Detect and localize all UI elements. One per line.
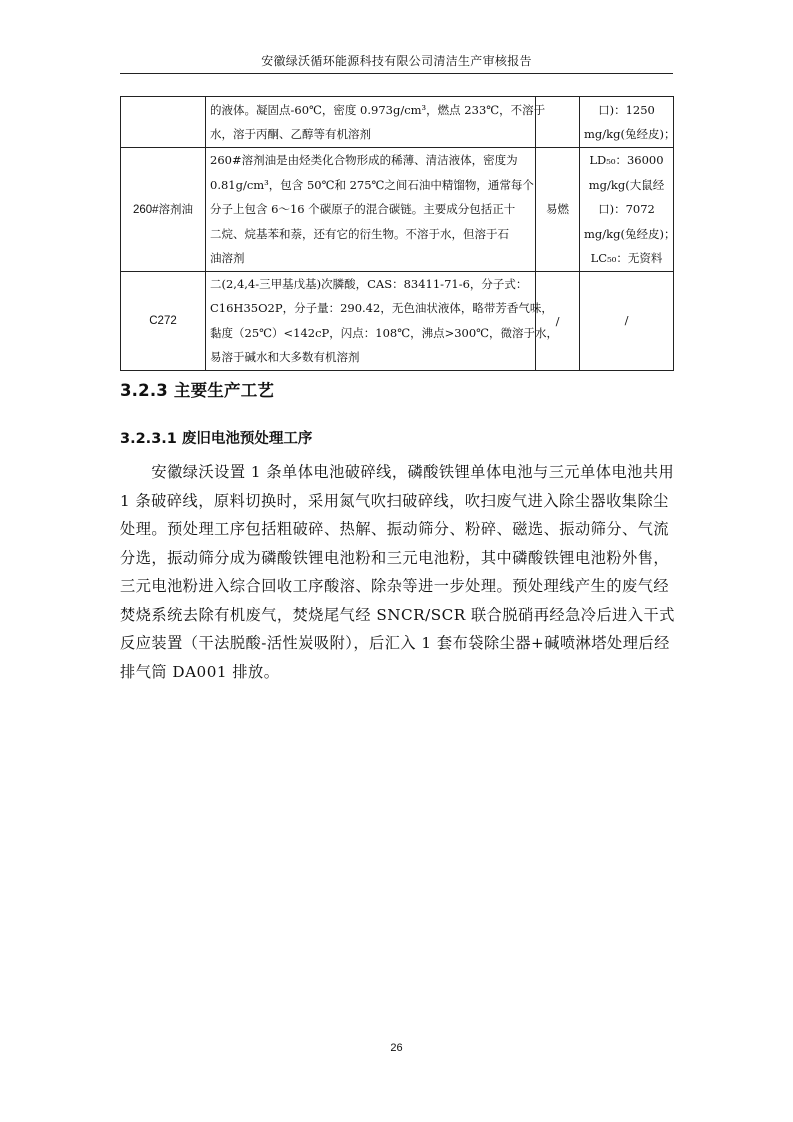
body-paragraph bbox=[120, 458, 680, 686]
toxicity-line: mg/kg(兔经皮)； bbox=[584, 226, 676, 241]
table-cell-hazard: 易燃 bbox=[536, 148, 580, 272]
paragraph-line: 三元电池粉进入综合回收工序酸溶、除杂等进一步处理。预处理线产生的废气经 bbox=[120, 577, 670, 595]
table-cell-description bbox=[206, 271, 559, 370]
description-line: 黏度（25℃）<142cP，闪点：108℃，沸点>300℃，微溶于水， bbox=[210, 325, 559, 340]
table-cell-toxicity bbox=[580, 97, 674, 148]
table-cell-name: C272 bbox=[121, 271, 206, 370]
description-line: 水，溶于丙酮、乙醇等有机溶剂 bbox=[210, 127, 371, 141]
toxicity-line: mg/kg(兔经皮)； bbox=[584, 127, 676, 141]
table-cell-toxicity bbox=[580, 271, 674, 370]
description-line: 二烷、烷基苯和萘，还有它的衍生物。不溶于水，但溶于石 bbox=[210, 226, 509, 241]
table-row bbox=[121, 271, 674, 370]
paragraph-line: 焚烧系统去除有机废气，焚烧尾气经 SNCR/SCR 联合脱硝再经急冷后进入干式 bbox=[120, 605, 675, 624]
page-header-title: 安徽绿沃循环能源科技有限公司清洁生产审核报告 bbox=[261, 54, 532, 68]
paragraph-line: 处理。预处理工序包括粗破碎、热解、振动筛分、粉碎、磁选、振动筛分、气流 bbox=[120, 520, 670, 538]
chemical-properties-table bbox=[120, 96, 674, 371]
description-line: 0.81g/cm³，包含 50℃和 275℃之间石油中精馏物，通常每个 bbox=[210, 177, 534, 192]
paragraph-line: 排气筒 DA001 排放。 bbox=[120, 662, 280, 681]
description-line: 易溶于碱水和大多数有机溶剂 bbox=[210, 350, 360, 364]
toxicity-line: 口)：1250 bbox=[598, 102, 655, 117]
table-cell-description bbox=[206, 148, 536, 272]
description-line: 二(2,4,4-三甲基戊基)次膦酸，CAS：83411-71-6，分子式： bbox=[210, 276, 528, 291]
toxicity-line: / bbox=[624, 313, 629, 328]
description-line: 分子上包含 6～16 个碳原子的混合碳链。主要成分包括正十 bbox=[210, 202, 516, 216]
table-row bbox=[121, 148, 674, 272]
section-heading: 3.2.3 主要生产工艺 bbox=[120, 381, 275, 400]
table-row bbox=[121, 97, 674, 148]
table-cell-toxicity bbox=[580, 148, 674, 272]
paragraph-line: 反应装置（干法脱酸-活性炭吸附），后汇入 1 套布袋除尘器+碱喷淋塔处理后经 bbox=[120, 634, 670, 652]
toxicity-line: mg/kg(大鼠经 bbox=[588, 177, 665, 192]
description-line: 油溶剂 bbox=[210, 251, 245, 265]
toxicity-line: 口)：7072 bbox=[598, 202, 655, 216]
description-line: 的液体。凝固点-60℃，密度 0.973g/cm³，燃点 233℃，不溶于 bbox=[210, 102, 546, 117]
table-cell-description bbox=[206, 97, 546, 148]
page-number: 26 bbox=[390, 1042, 403, 1054]
paragraph-line: 安徽绿沃设置 1 条单体电池破碎线，磷酸铁锂单体电池与三元单体电池共用 bbox=[120, 463, 675, 481]
table-cell-name: 260#溶剂油 bbox=[121, 148, 206, 272]
toxicity-line: LD₅₀：36000 bbox=[589, 153, 664, 167]
toxicity-line: LC₅₀：无资料 bbox=[590, 251, 663, 265]
paragraph-line: 分选，振动筛分成为磷酸铁锂电池粉和三元电池粉，其中磷酸铁锂电池粉外售， bbox=[120, 548, 670, 567]
description-line: 260#溶剂油是由烃类化合物形成的稀薄、清洁液体，密度为 bbox=[210, 153, 518, 167]
table-cell-name bbox=[121, 97, 206, 148]
paragraph-line: 1 条破碎线，原料切换时，采用氮气吹扫破碎线，吹扫废气进入除尘器收集除尘 bbox=[120, 491, 669, 510]
table-cell-hazard: / bbox=[536, 271, 580, 370]
subsection-heading: 3.2.3.1 废旧电池预处理工序 bbox=[120, 431, 313, 447]
header-rule bbox=[120, 73, 673, 74]
description-line: C16H35O2P，分子量：290.42，无色油状液体，略带芳香气味， bbox=[210, 301, 553, 315]
